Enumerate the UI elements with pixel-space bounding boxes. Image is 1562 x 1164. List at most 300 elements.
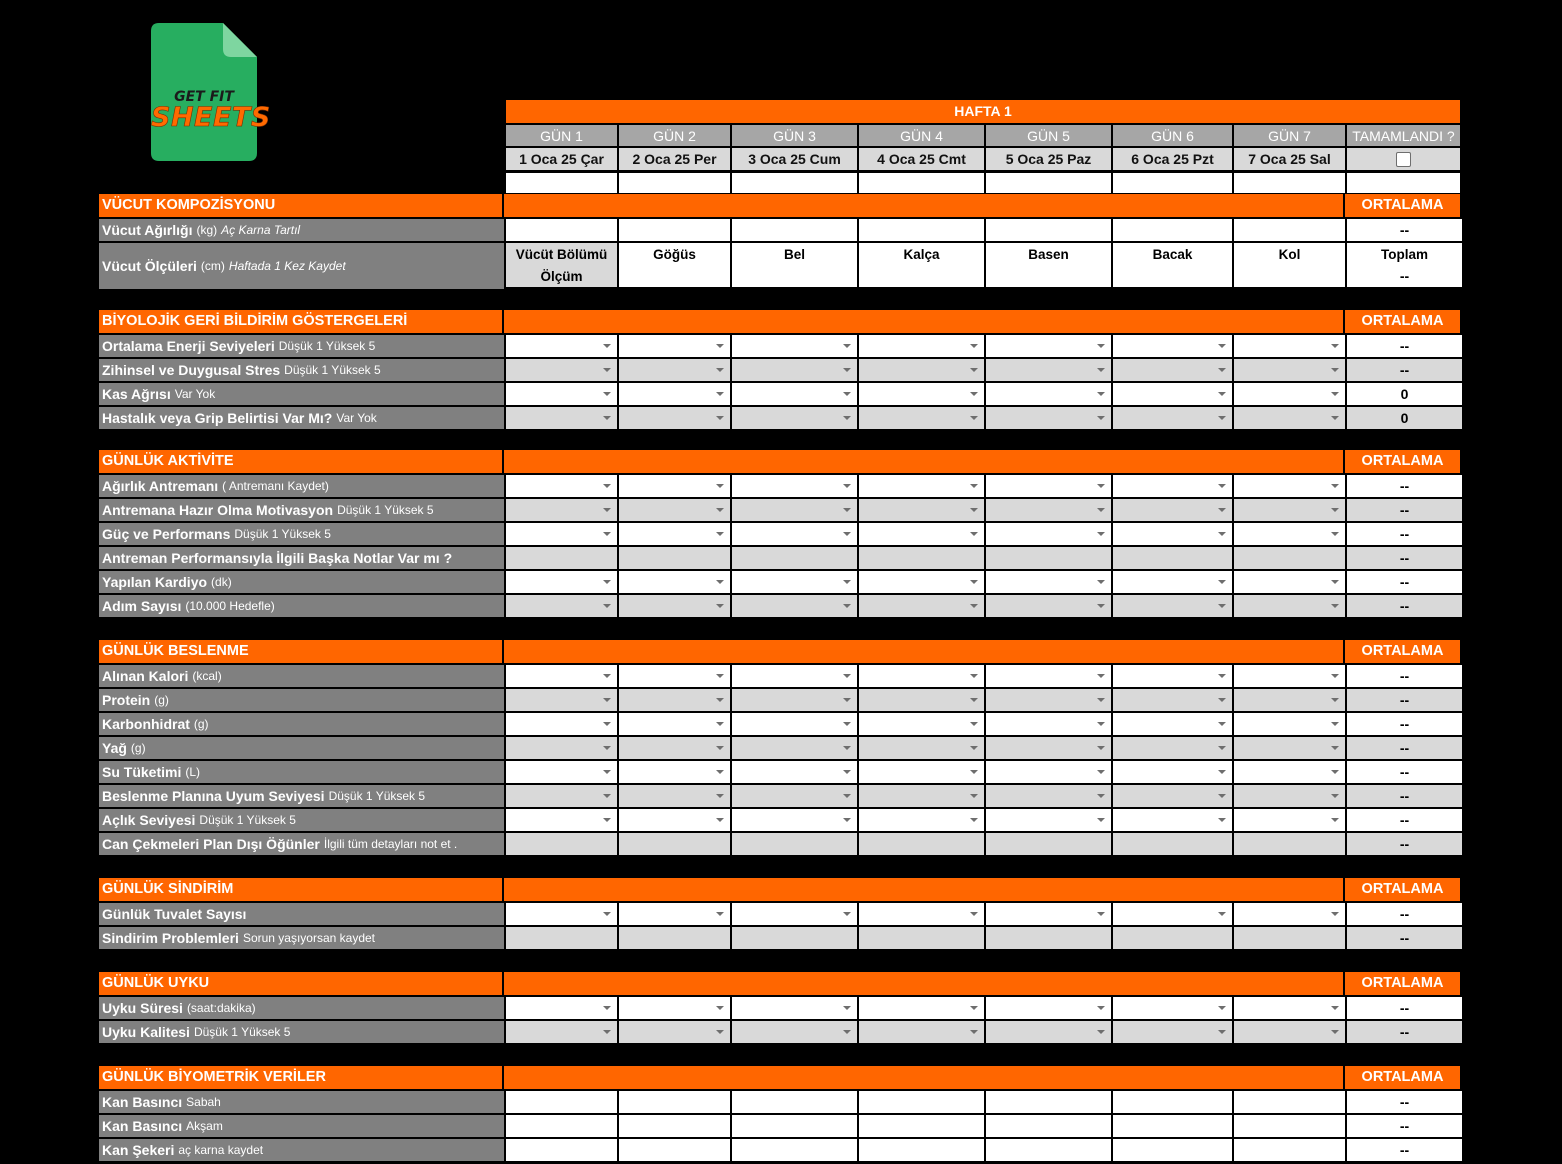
dropdown-arrow-icon[interactable]	[716, 604, 724, 608]
dropdown-arrow-icon[interactable]	[716, 1006, 724, 1010]
dropdown-arrow-icon[interactable]	[843, 1006, 851, 1010]
dropdown-arrow-icon[interactable]	[843, 794, 851, 798]
dropdown-arrow-icon[interactable]	[1218, 912, 1226, 916]
dropdown-cell[interactable]	[859, 523, 986, 545]
header-cell[interactable]	[732, 173, 859, 193]
dropdown-cell[interactable]	[1113, 359, 1234, 381]
dropdown-cell[interactable]	[506, 785, 619, 807]
dropdown-arrow-icon[interactable]	[716, 484, 724, 488]
dropdown-cell[interactable]	[619, 737, 732, 759]
data-cell[interactable]	[986, 1139, 1113, 1161]
dropdown-arrow-icon[interactable]	[1218, 722, 1226, 726]
dropdown-arrow-icon[interactable]	[1218, 580, 1226, 584]
data-cell[interactable]	[506, 219, 619, 241]
dropdown-arrow-icon[interactable]	[970, 674, 978, 678]
dropdown-cell[interactable]	[1234, 595, 1347, 617]
data-cell[interactable]	[1234, 547, 1347, 569]
dropdown-arrow-icon[interactable]	[603, 746, 611, 750]
dropdown-cell[interactable]	[732, 761, 859, 783]
dropdown-cell[interactable]	[1234, 689, 1347, 711]
dropdown-cell[interactable]	[732, 903, 859, 925]
dropdown-cell[interactable]	[732, 595, 859, 617]
dropdown-cell[interactable]	[859, 809, 986, 831]
dropdown-arrow-icon[interactable]	[1097, 746, 1105, 750]
dropdown-arrow-icon[interactable]	[1097, 818, 1105, 822]
dropdown-cell[interactable]	[732, 713, 859, 735]
dropdown-arrow-icon[interactable]	[716, 368, 724, 372]
dropdown-cell[interactable]	[1113, 761, 1234, 783]
dropdown-arrow-icon[interactable]	[843, 344, 851, 348]
data-cell[interactable]	[1234, 219, 1347, 241]
data-cell[interactable]	[506, 547, 619, 569]
measurement-input[interactable]	[859, 265, 986, 287]
dropdown-arrow-icon[interactable]	[843, 416, 851, 420]
dropdown-cell[interactable]	[986, 475, 1113, 497]
dropdown-arrow-icon[interactable]	[716, 1030, 724, 1034]
dropdown-arrow-icon[interactable]	[716, 674, 724, 678]
dropdown-arrow-icon[interactable]	[603, 344, 611, 348]
dropdown-arrow-icon[interactable]	[1331, 580, 1339, 584]
dropdown-arrow-icon[interactable]	[843, 508, 851, 512]
dropdown-cell[interactable]	[506, 475, 619, 497]
dropdown-cell[interactable]	[986, 809, 1113, 831]
dropdown-cell[interactable]	[619, 335, 732, 357]
dropdown-cell[interactable]	[732, 689, 859, 711]
dropdown-cell[interactable]	[986, 407, 1113, 429]
dropdown-arrow-icon[interactable]	[603, 532, 611, 536]
dropdown-arrow-icon[interactable]	[970, 580, 978, 584]
data-cell[interactable]	[732, 1091, 859, 1113]
dropdown-arrow-icon[interactable]	[1331, 368, 1339, 372]
dropdown-cell[interactable]	[1234, 713, 1347, 735]
data-cell[interactable]	[859, 1091, 986, 1113]
dropdown-arrow-icon[interactable]	[843, 532, 851, 536]
dropdown-cell[interactable]	[506, 665, 619, 687]
dropdown-cell[interactable]	[732, 665, 859, 687]
dropdown-arrow-icon[interactable]	[603, 392, 611, 396]
dropdown-cell[interactable]	[1234, 785, 1347, 807]
data-cell[interactable]	[619, 1139, 732, 1161]
dropdown-cell[interactable]	[859, 475, 986, 497]
dropdown-cell[interactable]	[1234, 523, 1347, 545]
data-cell[interactable]	[986, 547, 1113, 569]
dropdown-arrow-icon[interactable]	[843, 770, 851, 774]
dropdown-cell[interactable]	[1234, 761, 1347, 783]
dropdown-arrow-icon[interactable]	[1097, 674, 1105, 678]
dropdown-cell[interactable]	[506, 713, 619, 735]
dropdown-cell[interactable]	[986, 359, 1113, 381]
dropdown-cell[interactable]	[1113, 523, 1234, 545]
dropdown-arrow-icon[interactable]	[1218, 770, 1226, 774]
dropdown-cell[interactable]	[732, 809, 859, 831]
dropdown-arrow-icon[interactable]	[1331, 532, 1339, 536]
dropdown-cell[interactable]	[859, 335, 986, 357]
data-cell[interactable]	[1113, 927, 1234, 949]
data-cell[interactable]	[506, 833, 619, 855]
dropdown-arrow-icon[interactable]	[1331, 770, 1339, 774]
data-cell[interactable]	[506, 1139, 619, 1161]
data-cell[interactable]	[986, 927, 1113, 949]
dropdown-cell[interactable]	[859, 713, 986, 735]
dropdown-cell[interactable]	[1113, 785, 1234, 807]
dropdown-arrow-icon[interactable]	[970, 508, 978, 512]
dropdown-cell[interactable]	[1113, 689, 1234, 711]
data-cell[interactable]	[986, 1091, 1113, 1113]
measurement-input[interactable]	[1234, 265, 1347, 287]
dropdown-arrow-icon[interactable]	[843, 912, 851, 916]
dropdown-arrow-icon[interactable]	[603, 416, 611, 420]
dropdown-cell[interactable]	[1113, 997, 1234, 1019]
dropdown-cell[interactable]	[506, 761, 619, 783]
dropdown-cell[interactable]	[1113, 595, 1234, 617]
dropdown-cell[interactable]	[619, 475, 732, 497]
dropdown-cell[interactable]	[1113, 383, 1234, 405]
dropdown-cell[interactable]	[1113, 713, 1234, 735]
dropdown-arrow-icon[interactable]	[1218, 344, 1226, 348]
dropdown-cell[interactable]	[1113, 499, 1234, 521]
dropdown-cell[interactable]	[1234, 809, 1347, 831]
dropdown-arrow-icon[interactable]	[1097, 722, 1105, 726]
dropdown-arrow-icon[interactable]	[843, 818, 851, 822]
data-cell[interactable]	[732, 1139, 859, 1161]
dropdown-cell[interactable]	[1234, 903, 1347, 925]
dropdown-cell[interactable]	[1234, 335, 1347, 357]
dropdown-arrow-icon[interactable]	[1218, 604, 1226, 608]
dropdown-cell[interactable]	[986, 499, 1113, 521]
dropdown-arrow-icon[interactable]	[970, 698, 978, 702]
dropdown-cell[interactable]	[619, 761, 732, 783]
dropdown-cell[interactable]	[986, 665, 1113, 687]
dropdown-cell[interactable]	[506, 809, 619, 831]
data-cell[interactable]	[986, 219, 1113, 241]
dropdown-cell[interactable]	[986, 571, 1113, 593]
data-cell[interactable]	[619, 927, 732, 949]
dropdown-cell[interactable]	[732, 359, 859, 381]
dropdown-arrow-icon[interactable]	[1218, 794, 1226, 798]
dropdown-arrow-icon[interactable]	[1218, 484, 1226, 488]
header-cell[interactable]	[1347, 173, 1460, 193]
data-cell[interactable]	[732, 547, 859, 569]
dropdown-cell[interactable]	[619, 713, 732, 735]
data-cell[interactable]	[1113, 1091, 1234, 1113]
dropdown-cell[interactable]	[1234, 997, 1347, 1019]
dropdown-arrow-icon[interactable]	[970, 604, 978, 608]
dropdown-arrow-icon[interactable]	[603, 604, 611, 608]
dropdown-cell[interactable]	[859, 1021, 986, 1043]
dropdown-arrow-icon[interactable]	[603, 368, 611, 372]
dropdown-arrow-icon[interactable]	[716, 580, 724, 584]
dropdown-cell[interactable]	[859, 761, 986, 783]
dropdown-arrow-icon[interactable]	[603, 508, 611, 512]
data-cell[interactable]	[859, 1139, 986, 1161]
measurement-input[interactable]	[986, 265, 1113, 287]
dropdown-cell[interactable]	[986, 523, 1113, 545]
dropdown-arrow-icon[interactable]	[843, 698, 851, 702]
dropdown-cell[interactable]	[1113, 903, 1234, 925]
data-cell[interactable]	[859, 219, 986, 241]
dropdown-arrow-icon[interactable]	[843, 1030, 851, 1034]
dropdown-cell[interactable]	[859, 499, 986, 521]
dropdown-arrow-icon[interactable]	[716, 746, 724, 750]
data-cell[interactable]	[1113, 547, 1234, 569]
dropdown-arrow-icon[interactable]	[970, 794, 978, 798]
data-cell[interactable]	[732, 927, 859, 949]
dropdown-arrow-icon[interactable]	[1218, 508, 1226, 512]
dropdown-arrow-icon[interactable]	[1097, 508, 1105, 512]
dropdown-arrow-icon[interactable]	[1331, 912, 1339, 916]
data-cell[interactable]	[1113, 1139, 1234, 1161]
dropdown-cell[interactable]	[619, 809, 732, 831]
dropdown-arrow-icon[interactable]	[1218, 392, 1226, 396]
dropdown-arrow-icon[interactable]	[970, 416, 978, 420]
dropdown-cell[interactable]	[859, 407, 986, 429]
dropdown-arrow-icon[interactable]	[970, 1006, 978, 1010]
dropdown-arrow-icon[interactable]	[843, 746, 851, 750]
dropdown-arrow-icon[interactable]	[1097, 416, 1105, 420]
data-cell[interactable]	[1113, 1115, 1234, 1137]
dropdown-arrow-icon[interactable]	[1331, 1006, 1339, 1010]
measurement-input[interactable]	[1113, 265, 1234, 287]
dropdown-cell[interactable]	[506, 595, 619, 617]
dropdown-arrow-icon[interactable]	[1097, 1006, 1105, 1010]
data-cell[interactable]	[506, 1115, 619, 1137]
dropdown-arrow-icon[interactable]	[1331, 484, 1339, 488]
dropdown-arrow-icon[interactable]	[1218, 1030, 1226, 1034]
dropdown-arrow-icon[interactable]	[1218, 416, 1226, 420]
dropdown-cell[interactable]	[619, 359, 732, 381]
header-cell[interactable]	[506, 173, 619, 193]
dropdown-arrow-icon[interactable]	[1218, 674, 1226, 678]
dropdown-cell[interactable]	[732, 737, 859, 759]
data-cell[interactable]	[1234, 1091, 1347, 1113]
dropdown-arrow-icon[interactable]	[603, 698, 611, 702]
data-cell[interactable]	[619, 1091, 732, 1113]
dropdown-cell[interactable]	[506, 737, 619, 759]
dropdown-cell[interactable]	[986, 1021, 1113, 1043]
dropdown-cell[interactable]	[619, 407, 732, 429]
dropdown-arrow-icon[interactable]	[716, 794, 724, 798]
dropdown-arrow-icon[interactable]	[1097, 912, 1105, 916]
dropdown-cell[interactable]	[506, 689, 619, 711]
dropdown-cell[interactable]	[986, 997, 1113, 1019]
dropdown-arrow-icon[interactable]	[603, 818, 611, 822]
dropdown-arrow-icon[interactable]	[603, 1006, 611, 1010]
data-cell[interactable]	[619, 547, 732, 569]
data-cell[interactable]	[1234, 1115, 1347, 1137]
dropdown-cell[interactable]	[986, 689, 1113, 711]
data-cell[interactable]	[986, 1115, 1113, 1137]
dropdown-cell[interactable]	[986, 595, 1113, 617]
dropdown-arrow-icon[interactable]	[716, 818, 724, 822]
dropdown-arrow-icon[interactable]	[716, 392, 724, 396]
dropdown-arrow-icon[interactable]	[716, 344, 724, 348]
dropdown-arrow-icon[interactable]	[843, 484, 851, 488]
dropdown-arrow-icon[interactable]	[1331, 344, 1339, 348]
dropdown-cell[interactable]	[506, 359, 619, 381]
data-cell[interactable]	[732, 1115, 859, 1137]
dropdown-cell[interactable]	[1113, 407, 1234, 429]
dropdown-arrow-icon[interactable]	[970, 1030, 978, 1034]
dropdown-cell[interactable]	[1113, 571, 1234, 593]
dropdown-cell[interactable]	[506, 1021, 619, 1043]
dropdown-cell[interactable]	[986, 713, 1113, 735]
dropdown-arrow-icon[interactable]	[603, 770, 611, 774]
dropdown-cell[interactable]	[1234, 665, 1347, 687]
data-cell[interactable]	[1113, 833, 1234, 855]
dropdown-cell[interactable]	[619, 903, 732, 925]
dropdown-arrow-icon[interactable]	[1331, 722, 1339, 726]
dropdown-cell[interactable]	[732, 407, 859, 429]
dropdown-arrow-icon[interactable]	[970, 532, 978, 536]
dropdown-arrow-icon[interactable]	[843, 368, 851, 372]
dropdown-cell[interactable]	[619, 665, 732, 687]
dropdown-arrow-icon[interactable]	[716, 770, 724, 774]
dropdown-cell[interactable]	[732, 335, 859, 357]
dropdown-arrow-icon[interactable]	[1097, 392, 1105, 396]
data-cell[interactable]	[732, 833, 859, 855]
dropdown-cell[interactable]	[986, 335, 1113, 357]
dropdown-cell[interactable]	[619, 523, 732, 545]
dropdown-arrow-icon[interactable]	[970, 746, 978, 750]
dropdown-cell[interactable]	[619, 595, 732, 617]
dropdown-arrow-icon[interactable]	[1097, 770, 1105, 774]
dropdown-arrow-icon[interactable]	[716, 532, 724, 536]
data-cell[interactable]	[859, 927, 986, 949]
dropdown-cell[interactable]	[619, 499, 732, 521]
dropdown-cell[interactable]	[1113, 809, 1234, 831]
dropdown-arrow-icon[interactable]	[1331, 746, 1339, 750]
dropdown-arrow-icon[interactable]	[603, 722, 611, 726]
data-cell[interactable]	[859, 833, 986, 855]
dropdown-cell[interactable]	[506, 335, 619, 357]
dropdown-arrow-icon[interactable]	[1331, 698, 1339, 702]
completed-checkbox-cell[interactable]	[1347, 148, 1460, 170]
dropdown-arrow-icon[interactable]	[970, 344, 978, 348]
dropdown-cell[interactable]	[986, 383, 1113, 405]
dropdown-cell[interactable]	[1234, 571, 1347, 593]
dropdown-cell[interactable]	[506, 903, 619, 925]
dropdown-cell[interactable]	[1113, 335, 1234, 357]
dropdown-cell[interactable]	[1113, 737, 1234, 759]
dropdown-arrow-icon[interactable]	[716, 698, 724, 702]
header-cell[interactable]	[1234, 173, 1347, 193]
dropdown-cell[interactable]	[732, 997, 859, 1019]
dropdown-cell[interactable]	[506, 571, 619, 593]
dropdown-cell[interactable]	[619, 785, 732, 807]
dropdown-cell[interactable]	[1113, 1021, 1234, 1043]
data-cell[interactable]	[732, 219, 859, 241]
dropdown-arrow-icon[interactable]	[1097, 532, 1105, 536]
header-cell[interactable]	[986, 173, 1113, 193]
dropdown-cell[interactable]	[1234, 499, 1347, 521]
dropdown-cell[interactable]	[619, 571, 732, 593]
dropdown-arrow-icon[interactable]	[716, 416, 724, 420]
dropdown-cell[interactable]	[986, 903, 1113, 925]
dropdown-arrow-icon[interactable]	[603, 1030, 611, 1034]
header-cell[interactable]	[1113, 173, 1234, 193]
dropdown-arrow-icon[interactable]	[1218, 818, 1226, 822]
dropdown-arrow-icon[interactable]	[843, 674, 851, 678]
dropdown-arrow-icon[interactable]	[843, 722, 851, 726]
dropdown-arrow-icon[interactable]	[1331, 416, 1339, 420]
dropdown-arrow-icon[interactable]	[970, 368, 978, 372]
data-cell[interactable]	[1234, 833, 1347, 855]
dropdown-cell[interactable]	[1234, 383, 1347, 405]
dropdown-cell[interactable]	[1234, 359, 1347, 381]
dropdown-arrow-icon[interactable]	[970, 722, 978, 726]
dropdown-arrow-icon[interactable]	[970, 818, 978, 822]
dropdown-cell[interactable]	[1234, 407, 1347, 429]
dropdown-arrow-icon[interactable]	[1097, 794, 1105, 798]
dropdown-arrow-icon[interactable]	[1331, 674, 1339, 678]
dropdown-arrow-icon[interactable]	[1097, 1030, 1105, 1034]
data-cell[interactable]	[859, 1115, 986, 1137]
dropdown-arrow-icon[interactable]	[1331, 508, 1339, 512]
dropdown-cell[interactable]	[619, 1021, 732, 1043]
dropdown-cell[interactable]	[1234, 1021, 1347, 1043]
dropdown-arrow-icon[interactable]	[1097, 698, 1105, 702]
dropdown-cell[interactable]	[506, 383, 619, 405]
dropdown-cell[interactable]	[619, 383, 732, 405]
dropdown-cell[interactable]	[1113, 475, 1234, 497]
dropdown-arrow-icon[interactable]	[1331, 1030, 1339, 1034]
dropdown-cell[interactable]	[732, 785, 859, 807]
dropdown-arrow-icon[interactable]	[970, 392, 978, 396]
dropdown-arrow-icon[interactable]	[716, 508, 724, 512]
dropdown-arrow-icon[interactable]	[603, 794, 611, 798]
dropdown-arrow-icon[interactable]	[843, 392, 851, 396]
dropdown-cell[interactable]	[859, 785, 986, 807]
dropdown-arrow-icon[interactable]	[843, 580, 851, 584]
dropdown-cell[interactable]	[859, 383, 986, 405]
data-cell[interactable]	[506, 1091, 619, 1113]
dropdown-arrow-icon[interactable]	[1331, 818, 1339, 822]
dropdown-arrow-icon[interactable]	[1097, 484, 1105, 488]
dropdown-arrow-icon[interactable]	[1331, 794, 1339, 798]
dropdown-cell[interactable]	[1113, 665, 1234, 687]
dropdown-cell[interactable]	[1234, 475, 1347, 497]
dropdown-arrow-icon[interactable]	[1097, 580, 1105, 584]
data-cell[interactable]	[986, 833, 1113, 855]
dropdown-arrow-icon[interactable]	[603, 580, 611, 584]
dropdown-arrow-icon[interactable]	[970, 484, 978, 488]
data-cell[interactable]	[1234, 927, 1347, 949]
dropdown-cell[interactable]	[732, 499, 859, 521]
dropdown-arrow-icon[interactable]	[1097, 604, 1105, 608]
header-cell[interactable]	[859, 173, 986, 193]
dropdown-cell[interactable]	[986, 737, 1113, 759]
dropdown-arrow-icon[interactable]	[1331, 392, 1339, 396]
dropdown-arrow-icon[interactable]	[603, 674, 611, 678]
dropdown-cell[interactable]	[859, 595, 986, 617]
dropdown-arrow-icon[interactable]	[1218, 1006, 1226, 1010]
dropdown-arrow-icon[interactable]	[1097, 368, 1105, 372]
dropdown-cell[interactable]	[506, 523, 619, 545]
dropdown-cell[interactable]	[986, 785, 1113, 807]
dropdown-arrow-icon[interactable]	[970, 912, 978, 916]
dropdown-arrow-icon[interactable]	[1097, 344, 1105, 348]
dropdown-arrow-icon[interactable]	[1331, 604, 1339, 608]
data-cell[interactable]	[619, 1115, 732, 1137]
dropdown-arrow-icon[interactable]	[1218, 698, 1226, 702]
dropdown-cell[interactable]	[506, 407, 619, 429]
data-cell[interactable]	[619, 219, 732, 241]
dropdown-cell[interactable]	[859, 665, 986, 687]
dropdown-cell[interactable]	[859, 571, 986, 593]
dropdown-arrow-icon[interactable]	[716, 912, 724, 916]
dropdown-cell[interactable]	[859, 689, 986, 711]
dropdown-arrow-icon[interactable]	[716, 722, 724, 726]
